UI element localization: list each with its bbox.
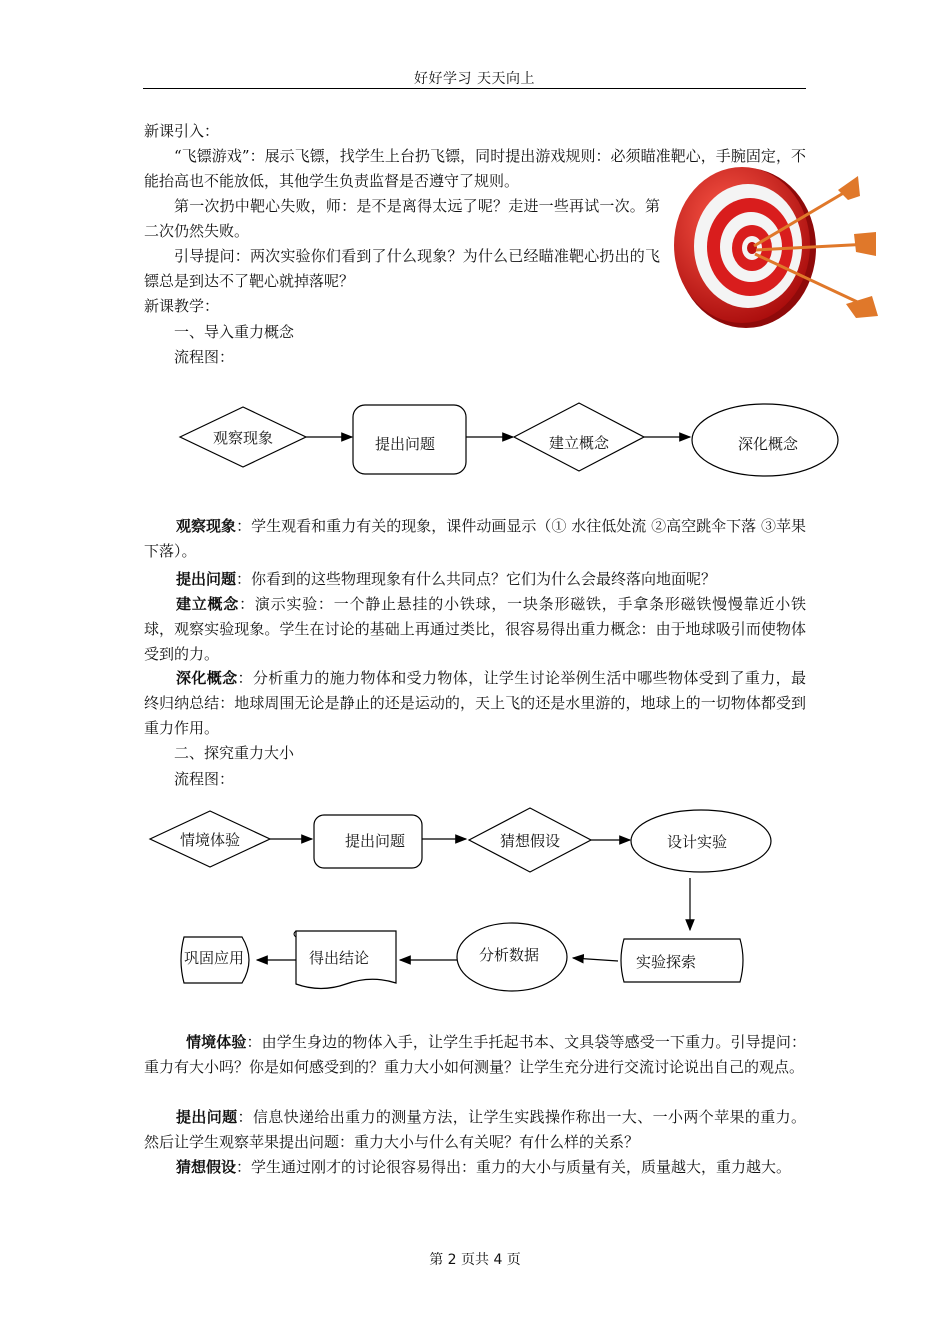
s2-ask-label: 提出问题 [176, 1108, 238, 1126]
s2-experience-label: 情境体验 [186, 1033, 247, 1051]
s2-ask-text: ：信息快递给出重力的测量方法，让学生实践操作称出一大、一小两个苹果的重力。然后让学生观察苹果提出问题：重力大小与什么有关呢？有什么样的关系？ [144, 1108, 806, 1151]
s1-observe-text: ：学生观看和重力有关的现象，课件动画显示（① 水往低处流 ②高空跳伞下落 ③苹果下落）。 [144, 517, 806, 560]
flow2-node-analyze [457, 923, 567, 991]
flow2-node-conclude [294, 931, 396, 989]
s1-ask-label: 提出问题 [176, 570, 237, 588]
s1-concept-label: 建立概念 [176, 595, 240, 613]
flow2-node-guess [469, 808, 591, 872]
flow2-node-ask [314, 815, 422, 868]
intro-paragraph-3: 引导提问：两次实验你们看到了什么现象？为什么已经瞄准靶心扔出的飞镖总是到达不了靶心就掉落呢？ [144, 247, 660, 290]
flow2-node-experience [150, 811, 270, 867]
page-header: 好好学习 天天向上 [414, 71, 535, 87]
flow2-text-apply: 巩固应用 [183, 949, 245, 967]
flow2-text-ask: 提出问题 [344, 832, 406, 850]
s1-concept-text: ：演示实验：一个静止悬挂的小铁球，一块条形磁铁，手拿条形磁铁慢慢靠近小铁球，观察实验现象。学生在讨论的基础上再通过类比，很容易得出重力概念：由于地球吸引而使物体受到的力。 [144, 595, 806, 663]
flow2-text-explore: 实验探索 [635, 953, 697, 971]
flow2-arrow-5 [573, 958, 618, 961]
s2-experience-paragraph [144, 1030, 806, 1080]
flow2-text-guess: 猜想假设 [499, 832, 561, 850]
s1-ask-text: ：你看到的这些物理现象有什么共同点？它们为什么会最终落向地面呢？ [236, 570, 717, 588]
flow1-text-concept: 建立概念 [548, 434, 610, 452]
flow1-text-observe: 观察现象 [212, 429, 274, 447]
flow2-text-design: 设计实验 [666, 833, 728, 851]
section2-title: 二、探究重力大小 [174, 744, 295, 762]
page-footer: 第 2 页共 4 页 [429, 1252, 521, 1268]
flow2-text-analyze: 分析数据 [478, 946, 540, 964]
s2-guess-label: 猜想假设 [176, 1158, 237, 1176]
intro-paragraph-2: 第一次扔中靶心失败，师：是不是离得太远了呢？走进一些再试一次。第二次仍然失败。 [144, 197, 660, 240]
flow2-node-apply [181, 937, 249, 983]
flow2-text-experience: 情境体验 [179, 831, 241, 849]
intro-paragraph-1: “飞镖游戏”：展示飞镖，找学生上台扔飞镖，同时提出游戏规则：必须瞄准靶心，手腕固定，不能抬高也不能放低，其他学生负责监督是否遵守了规则。 [144, 147, 806, 190]
flow1-text-ask: 提出问题 [374, 435, 436, 453]
flow2-node-explore [621, 939, 743, 982]
flow-label-2: 流程图： [174, 770, 235, 788]
flow-label-1: 流程图： [174, 348, 235, 366]
s1-observe-label: 观察现象 [176, 517, 237, 535]
intro-heading: 新课引入： [144, 122, 220, 140]
s2-guess-text: ：学生通过刚才的讨论很容易得出：重力的大小与质量有关，质量越大，重力越大。 [236, 1158, 792, 1176]
s1-deepen-text: ：分析重力的施力物体和受力物体，让学生讨论举例生活中哪些物体受到了重力，最终归纳总结：地球周围无论是静止的还是运动的，天上飞的还是水里游的，地球上的一切物体都受到重力作用。 [144, 669, 806, 737]
s2-guess-paragraph [144, 1155, 806, 1180]
s2-ask-paragraph [144, 1105, 806, 1155]
flow2-node-design [631, 810, 771, 872]
flow2-text-conclude: 得出结论 [308, 949, 370, 967]
flow1-text-deepen: 深化概念 [737, 435, 799, 453]
s2-experience-text: ：由学生身边的物体入手，让学生手托起书本、文具袋等感受一下重力。引导提问：重力有大小吗？你是如何感受到的？重力大小如何测量？让学生充分进行交流讨论说出自己的观点。 [144, 1033, 806, 1076]
teaching-heading: 新课教学： [144, 297, 220, 315]
s1-deepen-label: 深化概念 [176, 669, 238, 687]
section1-title: 一、导入重力概念 [174, 323, 295, 341]
